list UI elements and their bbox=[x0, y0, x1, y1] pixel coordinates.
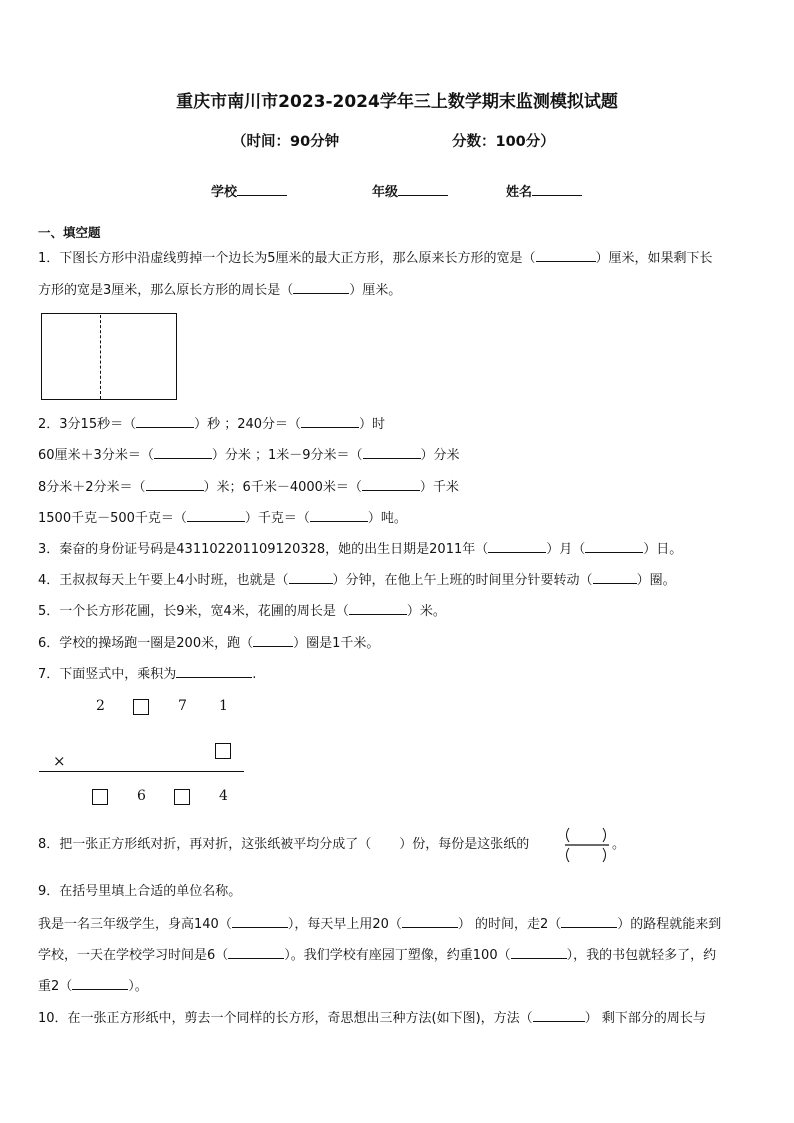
question-7 bbox=[38, 666, 256, 683]
times-sign: × bbox=[53, 752, 66, 770]
mult-digit: 7 bbox=[178, 698, 187, 714]
q2-text: 8分米＋2分米＝（ bbox=[38, 480, 146, 495]
question-8 bbox=[38, 837, 529, 853]
q5-text: 5．一个长方形花圃，长9米，宽4米，花圃的周长是（ bbox=[38, 604, 349, 619]
question-9-line-2 bbox=[38, 947, 716, 964]
question-9-line-3 bbox=[38, 978, 148, 995]
q9-text: ）。 bbox=[128, 979, 148, 994]
question-2-line-2 bbox=[38, 447, 460, 464]
q7-blank[interactable] bbox=[176, 666, 252, 678]
mult-digit: 4 bbox=[219, 788, 228, 804]
question-2-line-4 bbox=[38, 510, 407, 527]
question-9-line-1 bbox=[38, 916, 721, 933]
grade-blank[interactable] bbox=[398, 183, 448, 196]
q1-text-b: ）厘米，如果剩下长 bbox=[595, 251, 713, 266]
time-label: （时间：90分钟 bbox=[232, 134, 340, 150]
q1-text-c: 方形的宽是3厘米，那么原长方形的周长是（ bbox=[38, 283, 294, 298]
mult-line bbox=[39, 771, 244, 772]
q10-blank[interactable] bbox=[533, 1010, 585, 1022]
name-field[interactable] bbox=[506, 181, 582, 200]
q3-text: 3．秦奋的身份证号码是431102201109120328，她的出生日期是2011年（ bbox=[38, 542, 489, 557]
q9-blank[interactable] bbox=[232, 916, 288, 928]
q9-text: ）。我们学校有座园丁塑像，约重100（ bbox=[284, 948, 511, 963]
q2-text: ）秒 ；240分＝（ bbox=[194, 417, 302, 432]
question-2-line-1 bbox=[38, 416, 385, 433]
q7-text: 7．下面竖式中，乘积为 bbox=[38, 667, 177, 682]
question-10 bbox=[38, 1010, 706, 1027]
q6-text: 6．学校的操场跑一圈是200米，跑（ bbox=[38, 636, 254, 651]
q2-blank[interactable] bbox=[310, 510, 368, 522]
grade-field[interactable] bbox=[372, 181, 448, 200]
school-blank[interactable] bbox=[237, 183, 287, 196]
q3-text: ）日。 bbox=[643, 542, 683, 557]
mult-digit: 6 bbox=[137, 788, 146, 804]
question-4 bbox=[38, 572, 676, 589]
question-5 bbox=[38, 603, 446, 620]
q10-text: ） 剩下部分的周长与 bbox=[584, 1011, 706, 1026]
q8-blank[interactable] bbox=[371, 837, 399, 848]
mult-digit: 2 bbox=[96, 698, 105, 714]
page-title: 重庆市南川市2023-2024学年三上数学期末监测模拟试题 bbox=[176, 92, 618, 112]
q9-text: ） 的时间，走2（ bbox=[457, 917, 562, 932]
q2-text: ）分米 bbox=[420, 448, 460, 463]
q6-text: ）圈是1千米。 bbox=[293, 636, 380, 651]
q4-blank[interactable] bbox=[593, 572, 637, 584]
q2-blank[interactable] bbox=[146, 479, 204, 491]
section-heading: 一、填空题 bbox=[38, 225, 101, 240]
q5-blank[interactable] bbox=[349, 603, 407, 615]
q2-blank[interactable] bbox=[187, 510, 245, 522]
q3-text: ）月（ bbox=[546, 542, 586, 557]
q4-text: ）圈。 bbox=[636, 573, 676, 588]
name-label: 姓名 bbox=[506, 185, 533, 200]
digit-box[interactable] bbox=[92, 789, 108, 805]
q1-blank-1[interactable] bbox=[536, 250, 596, 262]
q9-text: ）的路程就能来到 bbox=[617, 917, 722, 932]
name-blank[interactable] bbox=[532, 183, 582, 196]
q4-blank[interactable] bbox=[289, 572, 333, 584]
question-1-line-1 bbox=[38, 250, 713, 267]
q9-text: ），每天早上用20（ bbox=[287, 917, 402, 932]
digit-box[interactable] bbox=[133, 699, 149, 715]
q4-text: 4．王叔叔每天上午要上4小时班，也就是（ bbox=[38, 573, 289, 588]
q10-text: 10．在一张正方形纸中，剪去一个同样的长方形，奇思想出三种方法(如下图)，方法（ bbox=[38, 1011, 533, 1026]
fraction-icon bbox=[563, 826, 613, 864]
q2-blank[interactable] bbox=[136, 416, 194, 428]
q9-blank[interactable] bbox=[228, 947, 284, 959]
q8-text: 8．把一张正方形纸对折，再对折，这张纸被平均分成了（ bbox=[38, 837, 372, 852]
q9-blank[interactable] bbox=[511, 947, 567, 959]
q2-blank[interactable] bbox=[154, 447, 212, 459]
question-2-line-3 bbox=[38, 479, 459, 496]
mult-digit: 1 bbox=[219, 698, 228, 714]
q2-text: 1500千克－500千克＝（ bbox=[38, 511, 187, 526]
q1-text-d: ）厘米。 bbox=[349, 283, 402, 298]
rectangle-figure bbox=[41, 313, 177, 400]
dashed-cut-line bbox=[100, 315, 101, 399]
q9-text: 学校，一天在学校学习时间是6（ bbox=[38, 948, 229, 963]
question-1-line-2 bbox=[38, 282, 401, 299]
q2-text: ）千克＝（ bbox=[244, 511, 310, 526]
question-3 bbox=[38, 541, 682, 558]
q9-text: 重2（ bbox=[38, 979, 73, 994]
q2-text: ）时 bbox=[359, 417, 386, 432]
q2-blank[interactable] bbox=[301, 416, 359, 428]
score-label: 分数：100分） bbox=[452, 134, 555, 150]
grade-label: 年级 bbox=[372, 185, 399, 200]
school-label: 学校 bbox=[211, 185, 238, 200]
fraction-blank[interactable] bbox=[563, 826, 613, 864]
q5-text: ）米。 bbox=[406, 604, 446, 619]
q9-text: 我是一名三年级学生，身高140（ bbox=[38, 917, 232, 932]
q2-text: 2．3分15秒＝（ bbox=[38, 417, 137, 432]
q1-blank-2[interactable] bbox=[293, 282, 349, 294]
digit-box[interactable] bbox=[174, 789, 190, 805]
question-9-title: 9．在括号里填上合适的单位名称。 bbox=[38, 884, 242, 899]
digit-box[interactable] bbox=[215, 743, 231, 759]
q9-blank[interactable] bbox=[561, 916, 617, 928]
q3-blank[interactable] bbox=[488, 541, 546, 553]
q2-blank[interactable] bbox=[362, 479, 420, 491]
question-6 bbox=[38, 635, 379, 652]
q2-text: ）分米 ；1米－9分米＝（ bbox=[211, 448, 363, 463]
q9-blank[interactable] bbox=[402, 916, 458, 928]
q6-blank[interactable] bbox=[253, 635, 293, 647]
q4-text: ）分钟，在他上午上班的时间里分针要转动（ bbox=[332, 573, 593, 588]
q2-text: ）吨。 bbox=[367, 511, 407, 526]
q8-end: 。 bbox=[612, 837, 626, 852]
q2-text: ）千米 bbox=[419, 480, 459, 495]
q2-blank[interactable] bbox=[363, 447, 421, 459]
q7-end: . bbox=[252, 667, 257, 682]
q1-text-a: 1．下图长方形中沿虚线剪掉一个边长为5厘米的最大正方形，那么原来长方形的宽是（ bbox=[38, 251, 536, 266]
school-field[interactable] bbox=[211, 181, 287, 200]
q2-text: ）米；6千米－4000米＝（ bbox=[203, 480, 362, 495]
q3-blank[interactable] bbox=[585, 541, 643, 553]
q8-text: ）份，每份是这张纸的 bbox=[399, 837, 530, 852]
q2-text: 60厘米＋3分米＝（ bbox=[38, 448, 154, 463]
q9-text: ），我的书包就轻多了，约 bbox=[566, 948, 717, 963]
q9-blank[interactable] bbox=[72, 978, 128, 990]
